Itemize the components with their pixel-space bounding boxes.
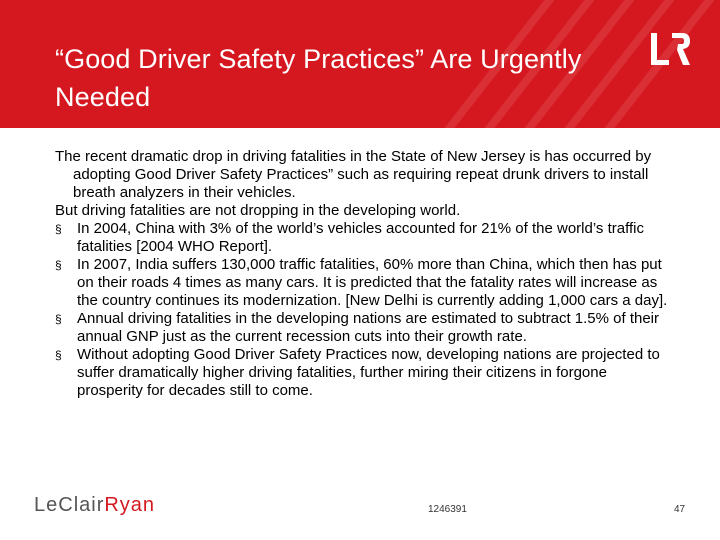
logo-text-leclair: LeClair: [34, 494, 105, 516]
slide-title: “Good Driver Safety Practices” Are Urgently Needed: [55, 44, 582, 112]
page-number: 47: [674, 504, 686, 515]
bullet-text: Without adopting Good Driver Safety Practices now, developing nations are projected to suffer dramatically higher driving fatalities, further miring their citizens in forgone prosperity for decades still to come.: [77, 346, 660, 399]
title-banner: [0, 0, 720, 128]
bullet-marker-icon: §: [55, 312, 62, 326]
lr-logo-icon: [648, 30, 692, 66]
bullet-item: [55, 346, 675, 400]
intro-paragraph: The recent dramatic drop in driving fatalities in the State of New Jersey is has occurred by adopting Good Driver Safety Practices” such as requiring repeat drunk drivers to install breath analyzers in their vehicles.: [55, 148, 652, 201]
bullet-item: [55, 256, 675, 310]
bullet-marker-icon: §: [55, 258, 62, 272]
lead-paragraph: But driving fatalities are not dropping in the developing world.: [55, 202, 461, 219]
bullet-item: [55, 220, 675, 256]
bullet-marker-icon: §: [55, 222, 62, 236]
slide-body: [55, 148, 675, 400]
bullet-item: [55, 310, 675, 346]
bullet-text: In 2007, India suffers 130,000 traffic fatalities, 60% more than China, which then has put on their roads 4 times as many cars. It is predicted that the fatality rates will increase as the country continues its modernization. [New Delhi is currently adding 1,000 cars a day].: [77, 256, 668, 309]
bullet-marker-icon: §: [55, 348, 62, 362]
logo-text-ryan: Ryan: [104, 494, 156, 516]
bullet-text: Annual driving fatalities in the developing nations are estimated to subtract 1.5% of their annual GNP just as the current recession cuts into their growth rate.: [77, 310, 660, 345]
bullet-text: In 2004, China with 3% of the world’s vehicles accounted for 21% of the world’s traffic fatalities [2004 WHO Report].: [77, 220, 644, 255]
document-id: 1246391: [428, 504, 467, 515]
